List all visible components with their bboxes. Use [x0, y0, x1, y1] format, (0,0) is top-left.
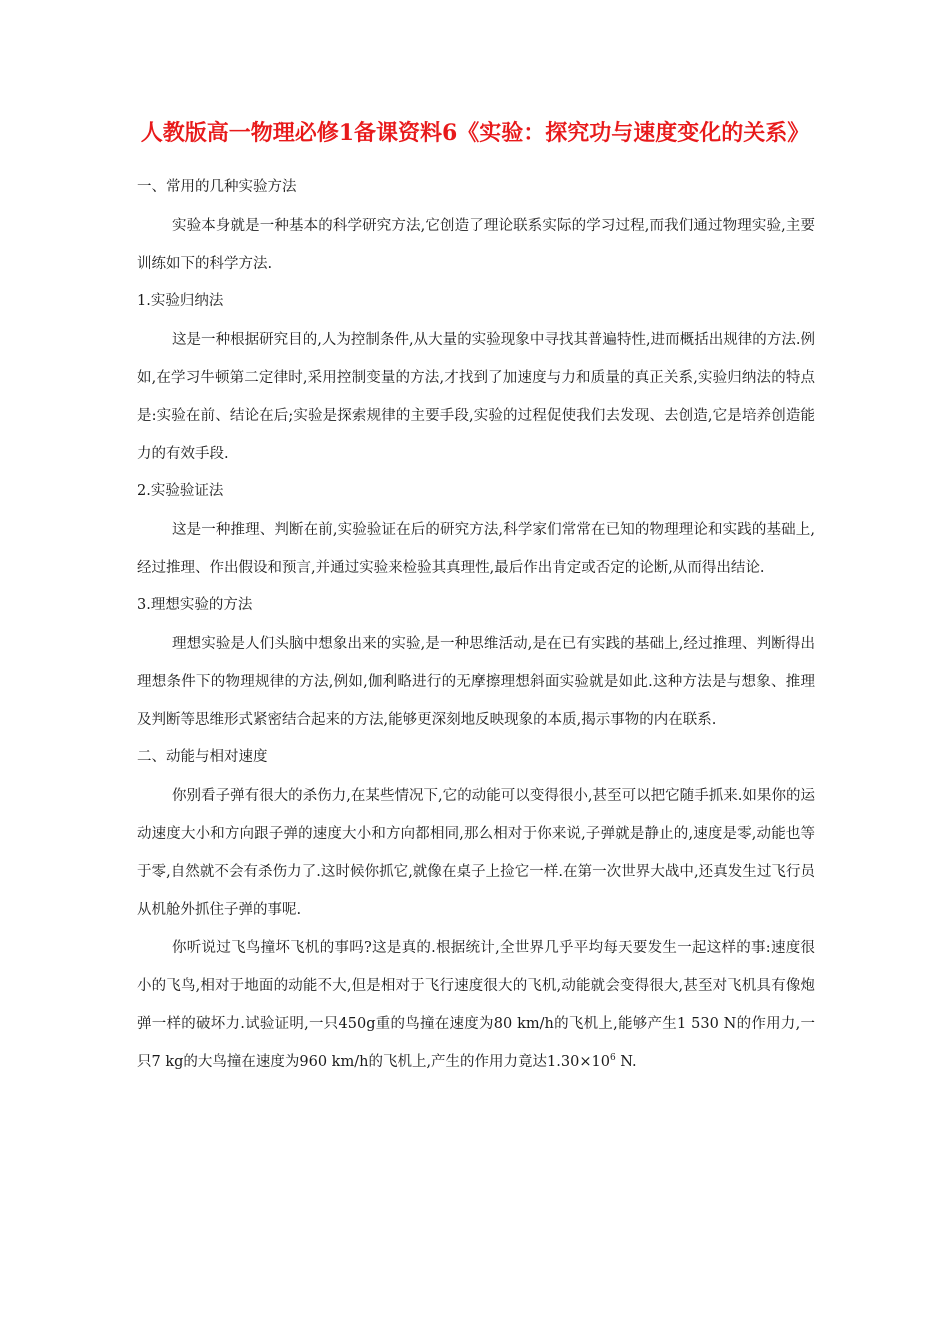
subheading-verification: 2.实验验证法: [137, 483, 224, 499]
document-body: [137, 175, 815, 1081]
section-heading-methods: 一、常用的几种实验方法: [137, 179, 297, 195]
subheading-induction: 1.实验归纳法: [137, 293, 224, 309]
subheading-ideal-experiment: 3.理想实验的方法: [137, 597, 253, 613]
section-heading-kinetic-energy: 二、动能与相对速度: [137, 749, 268, 765]
exponent: 6: [609, 1053, 616, 1064]
paragraph-verification: 这是一种推理、判断在前,实验验证在后的研究方法,科学家们常常在已知的物理理论和实践的基础上,经过推理、作出假设和预言,并通过实验来检验其真理性,最后作出肯定或否定的论断,从而得出结论.: [137, 522, 815, 576]
bird-strike-unit: N.: [615, 1054, 637, 1070]
paragraph-ideal-experiment: 理想实验是人们头脑中想象出来的实验,是一种思维活动,是在已有实践的基础上,经过推理、判断得出理想条件下的物理规律的方法,例如,伽利略进行的无摩擦理想斜面实验就是如此.这种方法是与想象、推理及判断等思维形式紧密结合起来的方法,能够更深刻地反映现象的本质,揭示事物的内在联系.: [137, 636, 815, 728]
bird-strike-text: 你听说过飞鸟撞坏飞机的事吗?这是真的.根据统计,全世界几乎平均每天要发生一起这样的事:速度很小的飞鸟,相对于地面的动能不大,但是相对于飞行速度很大的飞机,动能就会变得很大,甚至对飞机具有像炮弹一样的破坏力.试验证明,一只450g重的鸟撞在速度为80 km/h的飞机上,能够产生1 530 N的作用力,一只7 kg的大鸟撞在速度为960 km/h的飞机上,产生的作用力竟达1.30×10: [137, 940, 815, 1070]
document-title: 人教版高一物理必修1备课资料6《实验：探究功与速度变化的关系》: [140, 120, 810, 146]
paragraph-bullet: 你别看子弹有很大的杀伤力,在某些情况下,它的动能可以变得很小,甚至可以把它随手抓来.如果你的运动速度大小和方向跟子弹的速度大小和方向都相同,那么相对于你来说,子弹就是静止的,速度是零,动能也等于零,自然就不会有杀伤力了.这时候你抓它,就像在桌子上捡它一样.在第一次世界大战中,还真发生过飞行员从机舱外抓住子弹的事呢.: [137, 788, 815, 918]
paragraph-bird-strike: [137, 929, 815, 1081]
paragraph-intro: 实验本身就是一种基本的科学研究方法,它创造了理论联系实际的学习过程,而我们通过物理实验,主要训练如下的科学方法.: [137, 218, 815, 272]
paragraph-induction: 这是一种根据研究目的,人为控制条件,从大量的实验现象中寻找其普遍特性,进而概括出规律的方法.例如,在学习牛顿第二定律时,采用控制变量的方法,才找到了加速度与力和质量的真正关系,实验归纳法的特点是:实验在前、结论在后;实验是探索规律的主要手段,实验的过程促使我们去发现、去创造,它是培养创造能力的有效手段.: [137, 332, 815, 462]
